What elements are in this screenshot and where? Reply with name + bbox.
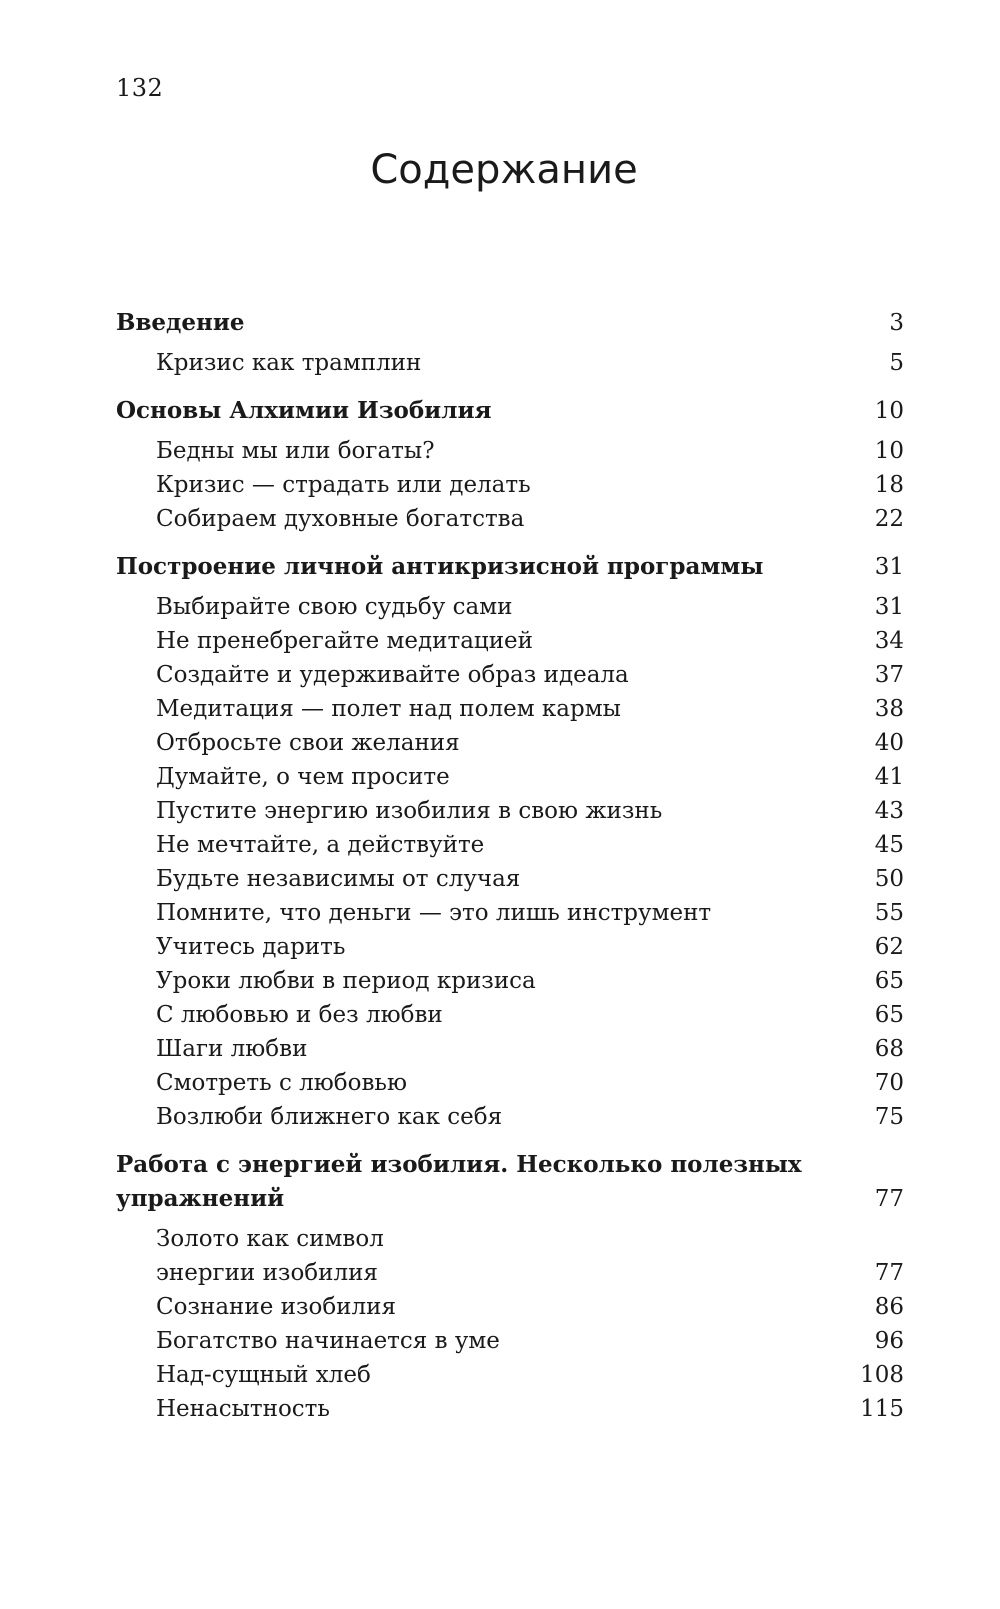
toc-entry-label: Помните, что деньги — это лишь инструмент — [156, 900, 712, 926]
toc-section-program — [116, 550, 904, 1134]
toc-page-number: 38 — [874, 696, 904, 722]
toc-entry-label: Отбросьте свои желания — [156, 730, 460, 756]
toc-heading-label — [116, 1148, 854, 1216]
toc-entry-label: Ненасытность — [156, 1396, 330, 1422]
toc-entry[interactable] — [116, 1222, 904, 1290]
toc-entry-label: Кризис как трамплин — [156, 350, 422, 376]
toc-entry[interactable] — [116, 1392, 904, 1426]
toc-entry[interactable] — [116, 434, 904, 468]
table-of-contents — [116, 306, 904, 1440]
toc-entry-label: Смотреть с любовью — [156, 1070, 407, 1096]
toc-entry[interactable] — [116, 1100, 904, 1134]
toc-entry[interactable] — [116, 896, 904, 930]
toc-entry-label: Учитесь дарить — [156, 934, 346, 960]
toc-entry-label: Будьте независимы от случая — [156, 866, 521, 892]
toc-entry[interactable] — [116, 828, 904, 862]
toc-entry-label: Шаги любви — [156, 1036, 308, 1062]
toc-page-number: 10 — [874, 438, 904, 464]
toc-page-number: 45 — [874, 832, 904, 858]
toc-entry-label: Собираем духовные богатства — [156, 506, 525, 532]
toc-entry-label: Пустите энергию изобилия в свою жизнь — [156, 798, 663, 824]
toc-page-number: 3 — [889, 310, 904, 336]
toc-page-number: 31 — [874, 554, 904, 580]
toc-entry-label: Над-сущный хлеб — [156, 1362, 371, 1388]
toc-entry-label: Не пренебрегайте медитацией — [156, 628, 533, 654]
toc-page-number: 77 — [874, 1260, 904, 1286]
toc-page-number: 50 — [874, 866, 904, 892]
toc-page-number: 96 — [874, 1328, 904, 1354]
toc-entry[interactable] — [116, 794, 904, 828]
toc-entry[interactable] — [116, 624, 904, 658]
page-title: Содержание — [370, 146, 638, 193]
toc-page-number: 41 — [874, 764, 904, 790]
toc-page-number: 34 — [874, 628, 904, 654]
toc-entry[interactable] — [116, 658, 904, 692]
toc-entry-label: Не мечтайте, а действуйте — [156, 832, 485, 858]
toc-entry[interactable] — [116, 468, 904, 502]
toc-heading-label: Основы Алхимии Изобилия — [116, 397, 492, 424]
toc-entry-label: Думайте, о чем просите — [156, 764, 450, 790]
toc-entry[interactable] — [116, 726, 904, 760]
toc-page-number: 31 — [874, 594, 904, 620]
toc-entry[interactable] — [116, 590, 904, 624]
toc-section-basics — [116, 394, 904, 536]
toc-entry[interactable] — [116, 998, 904, 1032]
toc-entry-label: Уроки любви в период кризиса — [156, 968, 536, 994]
toc-entry[interactable] — [116, 862, 904, 896]
toc-entry-label: С любовью и без любви — [156, 1002, 443, 1028]
page-number: 132 — [116, 74, 164, 102]
toc-page-number: 10 — [874, 398, 904, 424]
toc-entry-label: Медитация — полет над полем кармы — [156, 696, 621, 722]
toc-heading[interactable] — [116, 550, 904, 584]
toc-entry-label: Создайте и удерживайте образ идеала — [156, 662, 629, 688]
toc-heading-label: Построение личной антикризисной программы — [116, 553, 764, 580]
toc-section-introduction — [116, 306, 904, 380]
toc-page-number: 77 — [874, 1186, 904, 1212]
toc-page-number: 65 — [874, 1002, 904, 1028]
toc-entry-label: Возлюби ближнего как себя — [156, 1104, 503, 1130]
toc-entry[interactable] — [116, 502, 904, 536]
toc-heading-line: Работа с энергией изобилия. Несколько полезных — [116, 1151, 802, 1178]
toc-page-number: 55 — [874, 900, 904, 926]
toc-entry-label: Богатство начинается в уме — [156, 1328, 500, 1354]
toc-entry[interactable] — [116, 1032, 904, 1066]
toc-heading[interactable] — [116, 306, 904, 340]
toc-entry-label — [156, 1222, 854, 1290]
toc-page-number: 65 — [874, 968, 904, 994]
toc-entry[interactable] — [116, 692, 904, 726]
toc-entry-label: Бедны мы или богаты? — [156, 438, 435, 464]
toc-entry-line: энергии изобилия — [156, 1260, 378, 1286]
toc-page-number: 86 — [874, 1294, 904, 1320]
toc-entry[interactable] — [116, 930, 904, 964]
toc-page-number: 62 — [874, 934, 904, 960]
toc-page-number: 18 — [874, 472, 904, 498]
toc-heading[interactable] — [116, 1148, 904, 1216]
toc-entry-line: Золото как символ — [156, 1226, 384, 1252]
toc-page-number: 75 — [874, 1104, 904, 1130]
toc-page-number: 108 — [860, 1362, 904, 1388]
toc-page-number: 37 — [874, 662, 904, 688]
toc-page-number: 115 — [860, 1396, 904, 1422]
toc-entry[interactable] — [116, 1290, 904, 1324]
toc-entry-label: Кризис — страдать или делать — [156, 472, 531, 498]
toc-entry-label: Выбирайте свою судьбу сами — [156, 594, 513, 620]
toc-entry[interactable] — [116, 1066, 904, 1100]
toc-entry[interactable] — [116, 346, 904, 380]
toc-heading[interactable] — [116, 394, 904, 428]
toc-entry[interactable] — [116, 760, 904, 794]
toc-page-number: 68 — [874, 1036, 904, 1062]
toc-heading-label: Введение — [116, 309, 245, 336]
toc-entry[interactable] — [116, 1358, 904, 1392]
toc-page-number: 43 — [874, 798, 904, 824]
toc-entry-label: Сознание изобилия — [156, 1294, 396, 1320]
toc-page-number: 70 — [874, 1070, 904, 1096]
toc-page-number: 5 — [889, 350, 904, 376]
toc-entry[interactable] — [116, 964, 904, 998]
toc-section-exercises — [116, 1148, 904, 1426]
toc-page-number: 22 — [874, 506, 904, 532]
toc-page-number: 40 — [874, 730, 904, 756]
toc-heading-line: упражнений — [116, 1185, 285, 1212]
toc-entry[interactable] — [116, 1324, 904, 1358]
